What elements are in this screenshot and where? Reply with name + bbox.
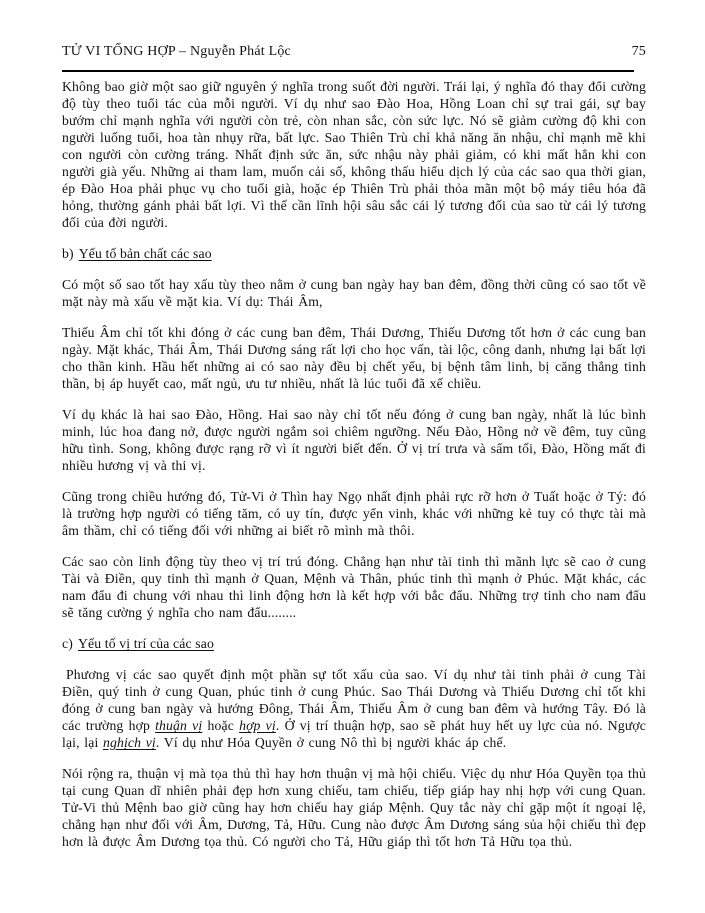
section-heading-b [62,245,646,262]
term-hop-vi: hợp vị [239,718,276,733]
paragraph-day-night-stars: Có một số sao tốt hay xấu tùy theo nằm ở cung ban ngày hay ban đêm, đồng thời cũng có sao tốt về mặt này mà xấu về mặt kia. Ví dụ: Thái Âm, [62,277,646,309]
paragraph-toa-thu: Nói rộng ra, thuận vị mà tọa thủ thì hay hơn thuận vị mà hội chiếu. Việc dụ như Hóa Quyền tọa thủ tại cung Quan dĩ nhiên phải đẹp hơn xung chiếu, tam chiếu, tiếp giáp hay nhị hợp với cung Quan. Tử-Vi thủ Mệnh bao giờ cũng hay hơn chiếu hay giáp Mệnh. Quy tắc này chỉ gặp một ít ngoại lệ, chẳng hạn như đối với Âm, Dương, Tả, Hữu. Cung nào được Âm Dương sáng sủa hội chiếu thì đẹp hơn là được Âm Dương tọa thủ. Có người cho Tả, Hữu giáp thì tốt hơn Tả Hữu tọa thủ. [62,766,646,849]
paragraph-dao-hong: Ví dụ khác là hai sao Đào, Hồng. Hai sao này chỉ tốt nếu đóng ở cung ban ngày, nhất là lúc bình minh, lúc hoa đang nở, được người ngắm soi chiêm ngưỡng. Nếu Đào, Hồng nở về đêm, tuy cũng hữu tình. Song, không được rạng rỡ vì ít người biết đến. Ở vị trí trưa và sẩm tối, Đào, Hồng mất đi nhiều hương vị và thi vị. [62,407,646,473]
text-run: Phương vị các sao quyết định một phần sự tốt xấu của sao. Ví dụ như tài tinh phải ở cung Tài Điền, quý tinh ở cung Quan, phúc tinh ở cung Phúc. Sao Thái Dương và Thiếu Dương chỉ tốt khi đóng ở cung ban ngày và hướng Đông, Thái Âm, Thiếu Âm ở cung ban đêm và hướng Tây. Đó là các trường hợp [62,667,646,733]
running-title: TỬ VI TỔNG HỢP – Nguyễn Phát Lộc [62,44,291,59]
text-run: . Ở vị trí thuận hợp, sao sẽ phát huy hết uy lực của nó. Ngược lại, lại [62,718,646,750]
paragraph-phuong-vi [62,666,646,751]
page-number: 75 [631,44,646,59]
text-run: . Ví dụ như Hóa Quyền ở cung Nô thì bị người khác áp chế. [155,735,507,750]
term-nghich-vi: nghịch vị [102,735,156,750]
page-header [62,44,646,60]
text-run: hoặc [202,718,240,733]
section-letter: c) [62,636,73,651]
paragraph-star-dynamics: Các sao còn linh động tùy theo vị trí trú đóng. Chẳng hạn như tài tinh thì mãnh lực sẽ cao ở cung Tài và Điền, quy tinh thì mạnh ở Quan, Mệnh và Thân, phúc tinh thì mạnh ở Phúc. Mặt khác, các nam đẩu đi chung với nhau thì linh động hơn là kết hợp với bắc đẩu. Những trợ tinh cho nam đẩu sẽ tăng cường ý nghĩa cho nam đẩu........ [62,554,646,620]
page-body [62,78,646,850]
section-title: Yếu tố vị trí của các sao [77,636,214,651]
term-thuan-vi: thuận vị [155,718,203,733]
paragraph-stars-meaning: Không bao giờ một sao giữ nguyên ý nghĩa trong suốt đời người. Trái lại, ý nghĩa đó thay đổi cường độ tùy theo tuổi tác của mỗi người. Ví dụ như sao Đào Hoa, Hồng Loan chỉ sự trai gái, sự bay bướm chỉ mạnh nghĩa với người còn trẻ, còn nhan sắc, còn sức lực. Nó sẽ giảm cường độ khi con người luống tuổi, hoa tàn nhụy rữa, bất lực. Sao Thiên Trù chỉ khả năng ăn nhậu, chỉ mạnh mẽ khi con người còn cường tráng. Nhất định sức ăn, sức nhậu này phải giảm, có khi mất hẳn khi con người già yếu. Những ai tham lam, muốn cải số, không thấu hiểu dịch lý của các sao qua thời gian, ép Đào Hoa phải phục vụ cho tuổi già, hoặc ép Thiên Trù phải thỏa mãn một bộ máy tiêu hóa đã hỏng, thường gánh phải bất lợi. Vì thế cần lĩnh hội sâu sắc cái lý tương đối của sao từ cái lý tương đối của đời người. [62,79,646,230]
section-heading-c [62,635,646,652]
section-title: Yếu tố bản chất các sao [78,246,212,261]
header-rule [62,70,634,72]
paragraph-tu-vi-position: Cũng trong chiều hướng đó, Tử-Vi ở Thìn hay Ngọ nhất định phải rực rỡ hơn ở Tuất hoặc ở Tý: đó là trường hợp người có tiếng tăm, có uy tín, được yển vinh, khác với những kẻ tuy có thực tài mà âm thầm, chỉ có tiếng đối với những ai biết rõ mình mà thôi. [62,489,646,538]
paragraph-thieu-am: Thiếu Âm chỉ tốt khi đóng ở các cung ban đêm, Thái Dương, Thiếu Dương tốt hơn ở các cung ban ngày. Mặt khác, Thái Âm, Thái Dương sáng rất lợi cho học vấn, tài lộc, công danh, nhưng lại bất lợi cho thần kinh. Hầu hết những ai có sao này đều bị chết yểu, bị bệnh tâm linh, bị căng thẳng tinh thần, bị áp huyết cao, mất ngủ, ưu tư nhiều, nhất là lúc tuổi đã xế chiều. [62,325,646,391]
section-letter: b) [62,246,74,261]
